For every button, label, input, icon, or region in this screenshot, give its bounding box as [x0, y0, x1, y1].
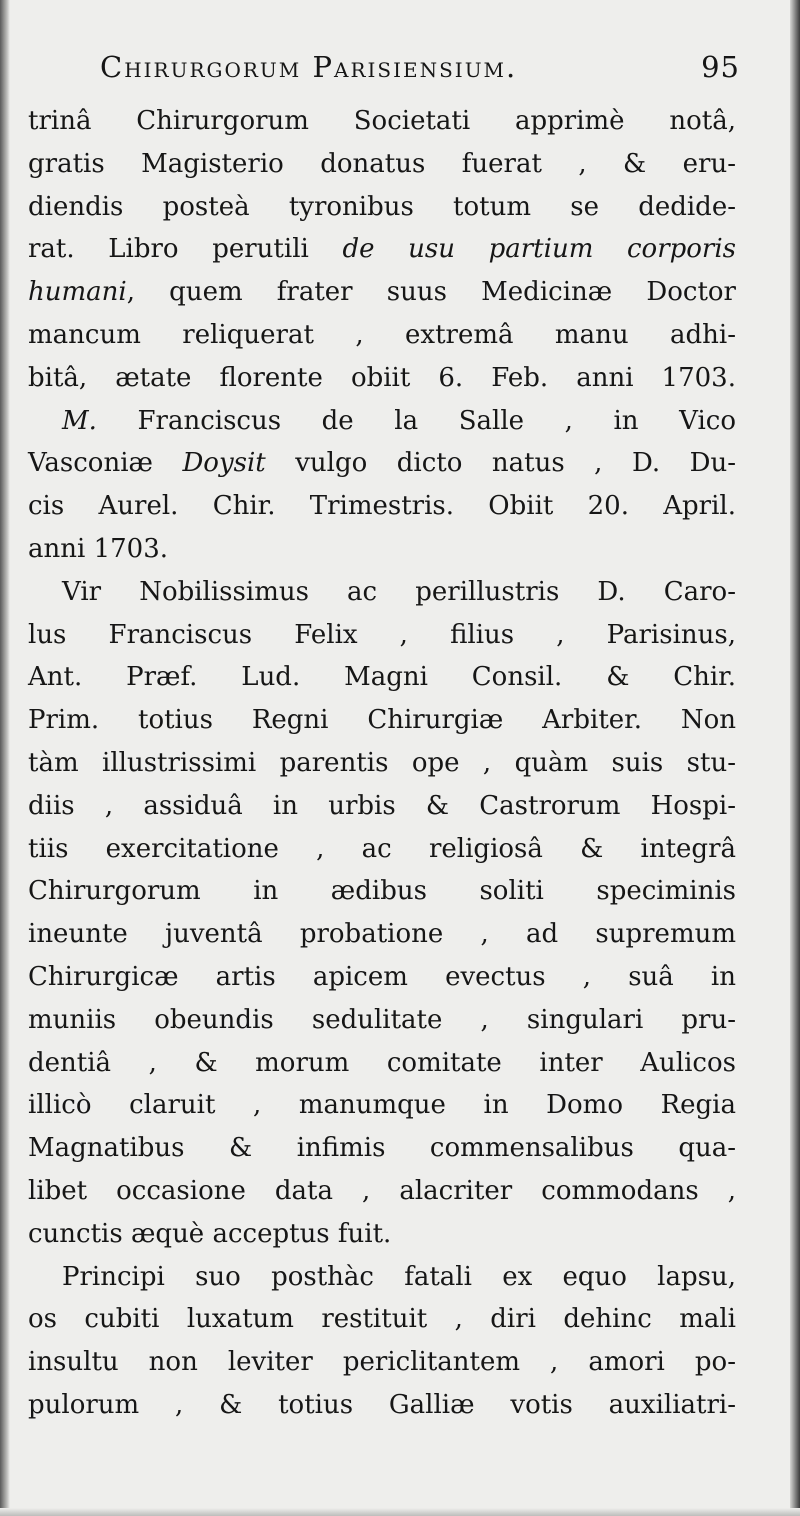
text-line: cis Aurel. Chir. Trimestris. Obiit 20. April.	[28, 491, 736, 522]
text-line: Vasconiæ Doysit vulgo dicto natus , D. Du-	[28, 448, 736, 479]
text-line: Ant. Præf. Lud. Magni Consil. & Chir.	[28, 662, 736, 693]
text-line: cunctis æquè acceptus fuit.	[28, 1218, 392, 1249]
page-bottom-edge	[0, 1508, 800, 1516]
text-line: M. Franciscus de la Salle , in Vico	[62, 405, 736, 436]
text-line: diendis posteà tyronibus totum se dedide-	[28, 191, 736, 222]
text-line: Chirurgorum in ædibus soliti speciminis	[28, 876, 736, 907]
running-header	[100, 50, 740, 96]
text-line: rat. Libro perutili de usu partium corporis	[28, 234, 737, 265]
text-line: dentiâ , & morum comitate inter Aulicos	[28, 1047, 736, 1078]
binding-shadow	[0, 0, 10, 1516]
text-line: diis , assiduâ in urbis & Castrorum Hospi-	[28, 790, 736, 821]
text-line: ineunte juventâ probatione , ad supremum	[28, 919, 736, 950]
text-line: trinâ Chirurgorum Societati apprimè notâ,	[28, 106, 736, 136]
text-line: tàm illustrissimi parentis ope , quàm suis stu-	[28, 748, 736, 778]
text-line: gratis Magisterio donatus fuerat , & eru-	[28, 148, 736, 179]
text-line: mancum reliquerat , extremâ manu adhi-	[28, 320, 736, 350]
text-line: Vir Nobilissimus ac perillustris D. Caro-	[62, 576, 736, 607]
text-line: Magnatibus & infimis commensalibus qua-	[28, 1133, 736, 1164]
text-line: os cubiti luxatum restituit , diri dehinc mali	[28, 1304, 736, 1335]
text-line: tiis exercitatione , ac religiosâ & integrâ	[28, 833, 736, 864]
text-line: pulorum , & totius Galliæ votis auxiliatri-	[28, 1390, 736, 1420]
text-line: insultu non leviter periclitantem , amori po-	[28, 1347, 736, 1378]
page-edge	[790, 0, 800, 1516]
text-line: humani, quem frater suus Medicinæ Doctor	[28, 277, 736, 308]
text-line: Chirurgicæ artis apicem evectus , suâ in	[28, 962, 736, 992]
text-line: Principi suo posthàc fatali ex equo lapsu,	[62, 1261, 736, 1292]
page-number: 95	[701, 50, 740, 84]
running-title: Chirurgorum Parisiensium.	[100, 50, 518, 84]
text-line: illicò claruit , manumque in Domo Regia	[28, 1090, 736, 1121]
text-line: bitâ, ætate florente obiit 6. Feb. anni 1703.	[28, 362, 736, 393]
text-line: anni 1703.	[28, 534, 169, 564]
text-line: lus Franciscus Felix , filius , Parisinus,	[28, 619, 736, 650]
text-line: libet occasione data , alacriter commodans ,	[28, 1176, 736, 1206]
text-line: muniis obeundis sedulitate , singulari pru-	[28, 1004, 736, 1035]
text-line: Prim. totius Regni Chirurgiæ Arbiter. Non	[28, 705, 736, 736]
